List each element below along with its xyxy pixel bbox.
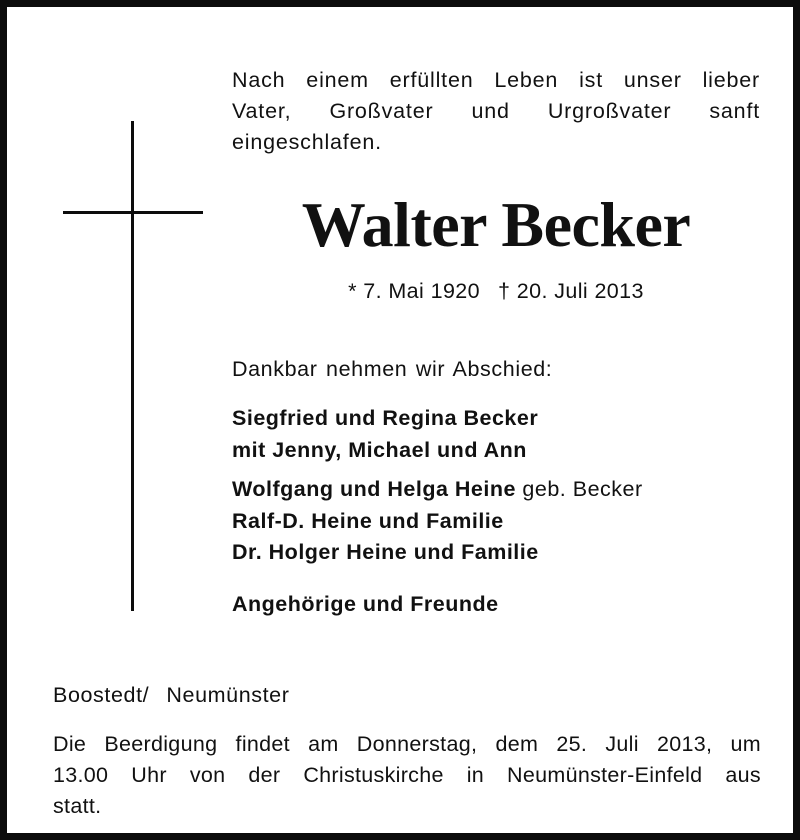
intro-line-2: Vater, Großvater und Urgroßvater sanft xyxy=(232,99,760,123)
death-date: † 20. Juli 2013 xyxy=(498,279,644,303)
funeral-info xyxy=(53,729,761,822)
maiden-name-note: geb. Becker xyxy=(515,477,643,501)
mourner-line: mit Jenny, Michael und Ann xyxy=(232,437,527,462)
intro-line-3: eingeschlafen. xyxy=(232,130,382,154)
mourner-line: Angehörige und Freunde xyxy=(232,591,499,616)
funeral-line-1: Die Beerdigung findet am Donnerstag, dem 25. Juli 2013, um xyxy=(53,732,761,756)
mourners-list xyxy=(232,403,643,620)
mourner-line: Ralf-D. Heine und Familie xyxy=(232,508,504,533)
cross-icon-horizontal-beam xyxy=(63,211,203,214)
life-dates xyxy=(229,275,763,307)
funeral-line-2: 13.00 Uhr von der Christuskirche in Neumünster-Einfeld aus xyxy=(53,763,761,787)
mourner-name: Wolfgang und Helga Heine xyxy=(232,477,516,501)
farewell-heading: Dankbar nehmen wir Abschied: xyxy=(232,357,553,381)
birth-date: * 7. Mai 1920 xyxy=(348,279,481,303)
mourner-line: Siegfried und Regina Becker xyxy=(232,406,539,430)
mourner-line: Dr. Holger Heine und Familie xyxy=(232,540,539,564)
intro-line-1: Nach einem erfüllten Leben ist unser lieber xyxy=(232,68,760,92)
mourner-line xyxy=(232,474,643,506)
place-line: Boostedt/ Neumünster xyxy=(53,683,290,707)
funeral-line-3: statt. xyxy=(53,794,102,818)
deceased-name: Walter Becker xyxy=(301,189,691,260)
cross-icon-vertical-beam xyxy=(131,121,134,611)
intro-text xyxy=(232,65,760,158)
